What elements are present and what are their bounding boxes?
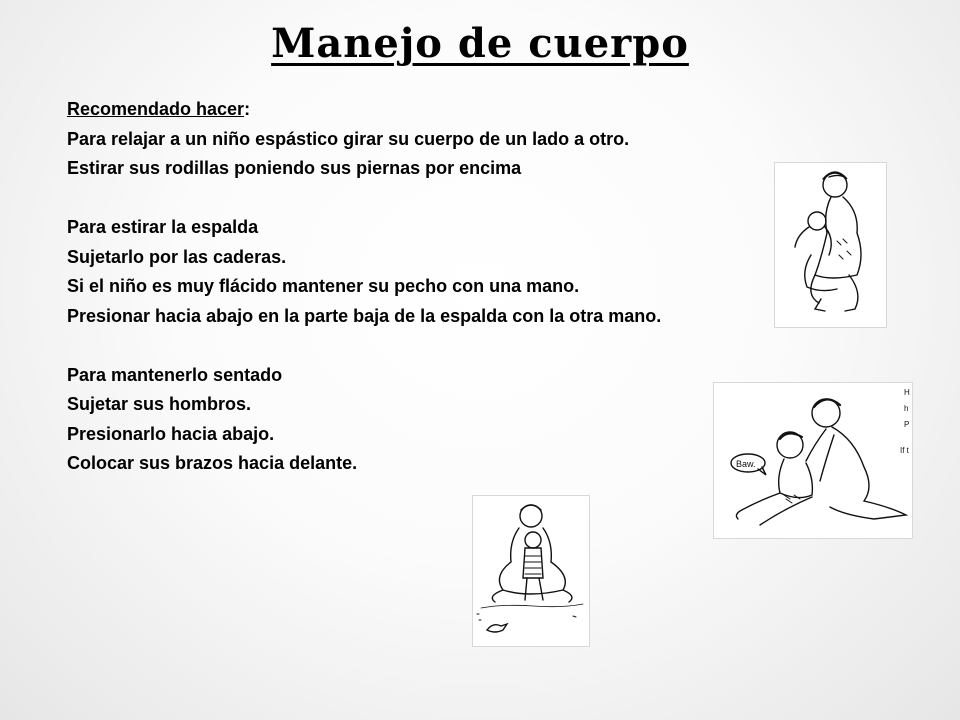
body-line: Estirar sus rodillas poniendo sus piernas por encima: [67, 158, 522, 178]
slide-title: Manejo de cuerpo: [271, 20, 689, 67]
illustration-holding-shoulders: [472, 495, 590, 647]
body-line: Sujetarlo por las caderas.: [67, 246, 287, 267]
heading-colon: :: [244, 99, 251, 119]
body-line: Para relajar a un niño espástico girar su cuerpo de un lado a otro.: [67, 128, 630, 149]
body-line: Sujetar sus hombros.: [67, 394, 252, 414]
body-line: Colocar sus brazos hacia delante.: [67, 453, 358, 473]
blank-line: [67, 184, 887, 214]
speech-bubble-text: Baw.: [736, 459, 756, 469]
body-line: Para mantenerlo sentado: [67, 364, 283, 385]
illustration-stretch-knees: [774, 162, 887, 328]
body-line: Presionarlo hacia abajo.: [67, 423, 275, 444]
heading-line: [67, 95, 887, 125]
illustration-sitting-support: [713, 382, 913, 539]
blank-line: [67, 331, 887, 361]
margin-fragment: H: [904, 388, 910, 397]
body-line: Presionar hacia abajo en la parte baja de la espalda con la otra mano.: [67, 305, 662, 326]
section-heading: Recomendado hacer: [67, 99, 245, 119]
margin-fragment: P: [904, 420, 910, 429]
margin-fragment: h: [904, 404, 909, 413]
body-line: Para estirar la espalda: [67, 217, 259, 237]
body-line: Si el niño es muy flácido mantener su pecho con una mano.: [67, 276, 580, 296]
margin-fragment: If t: [900, 446, 909, 455]
